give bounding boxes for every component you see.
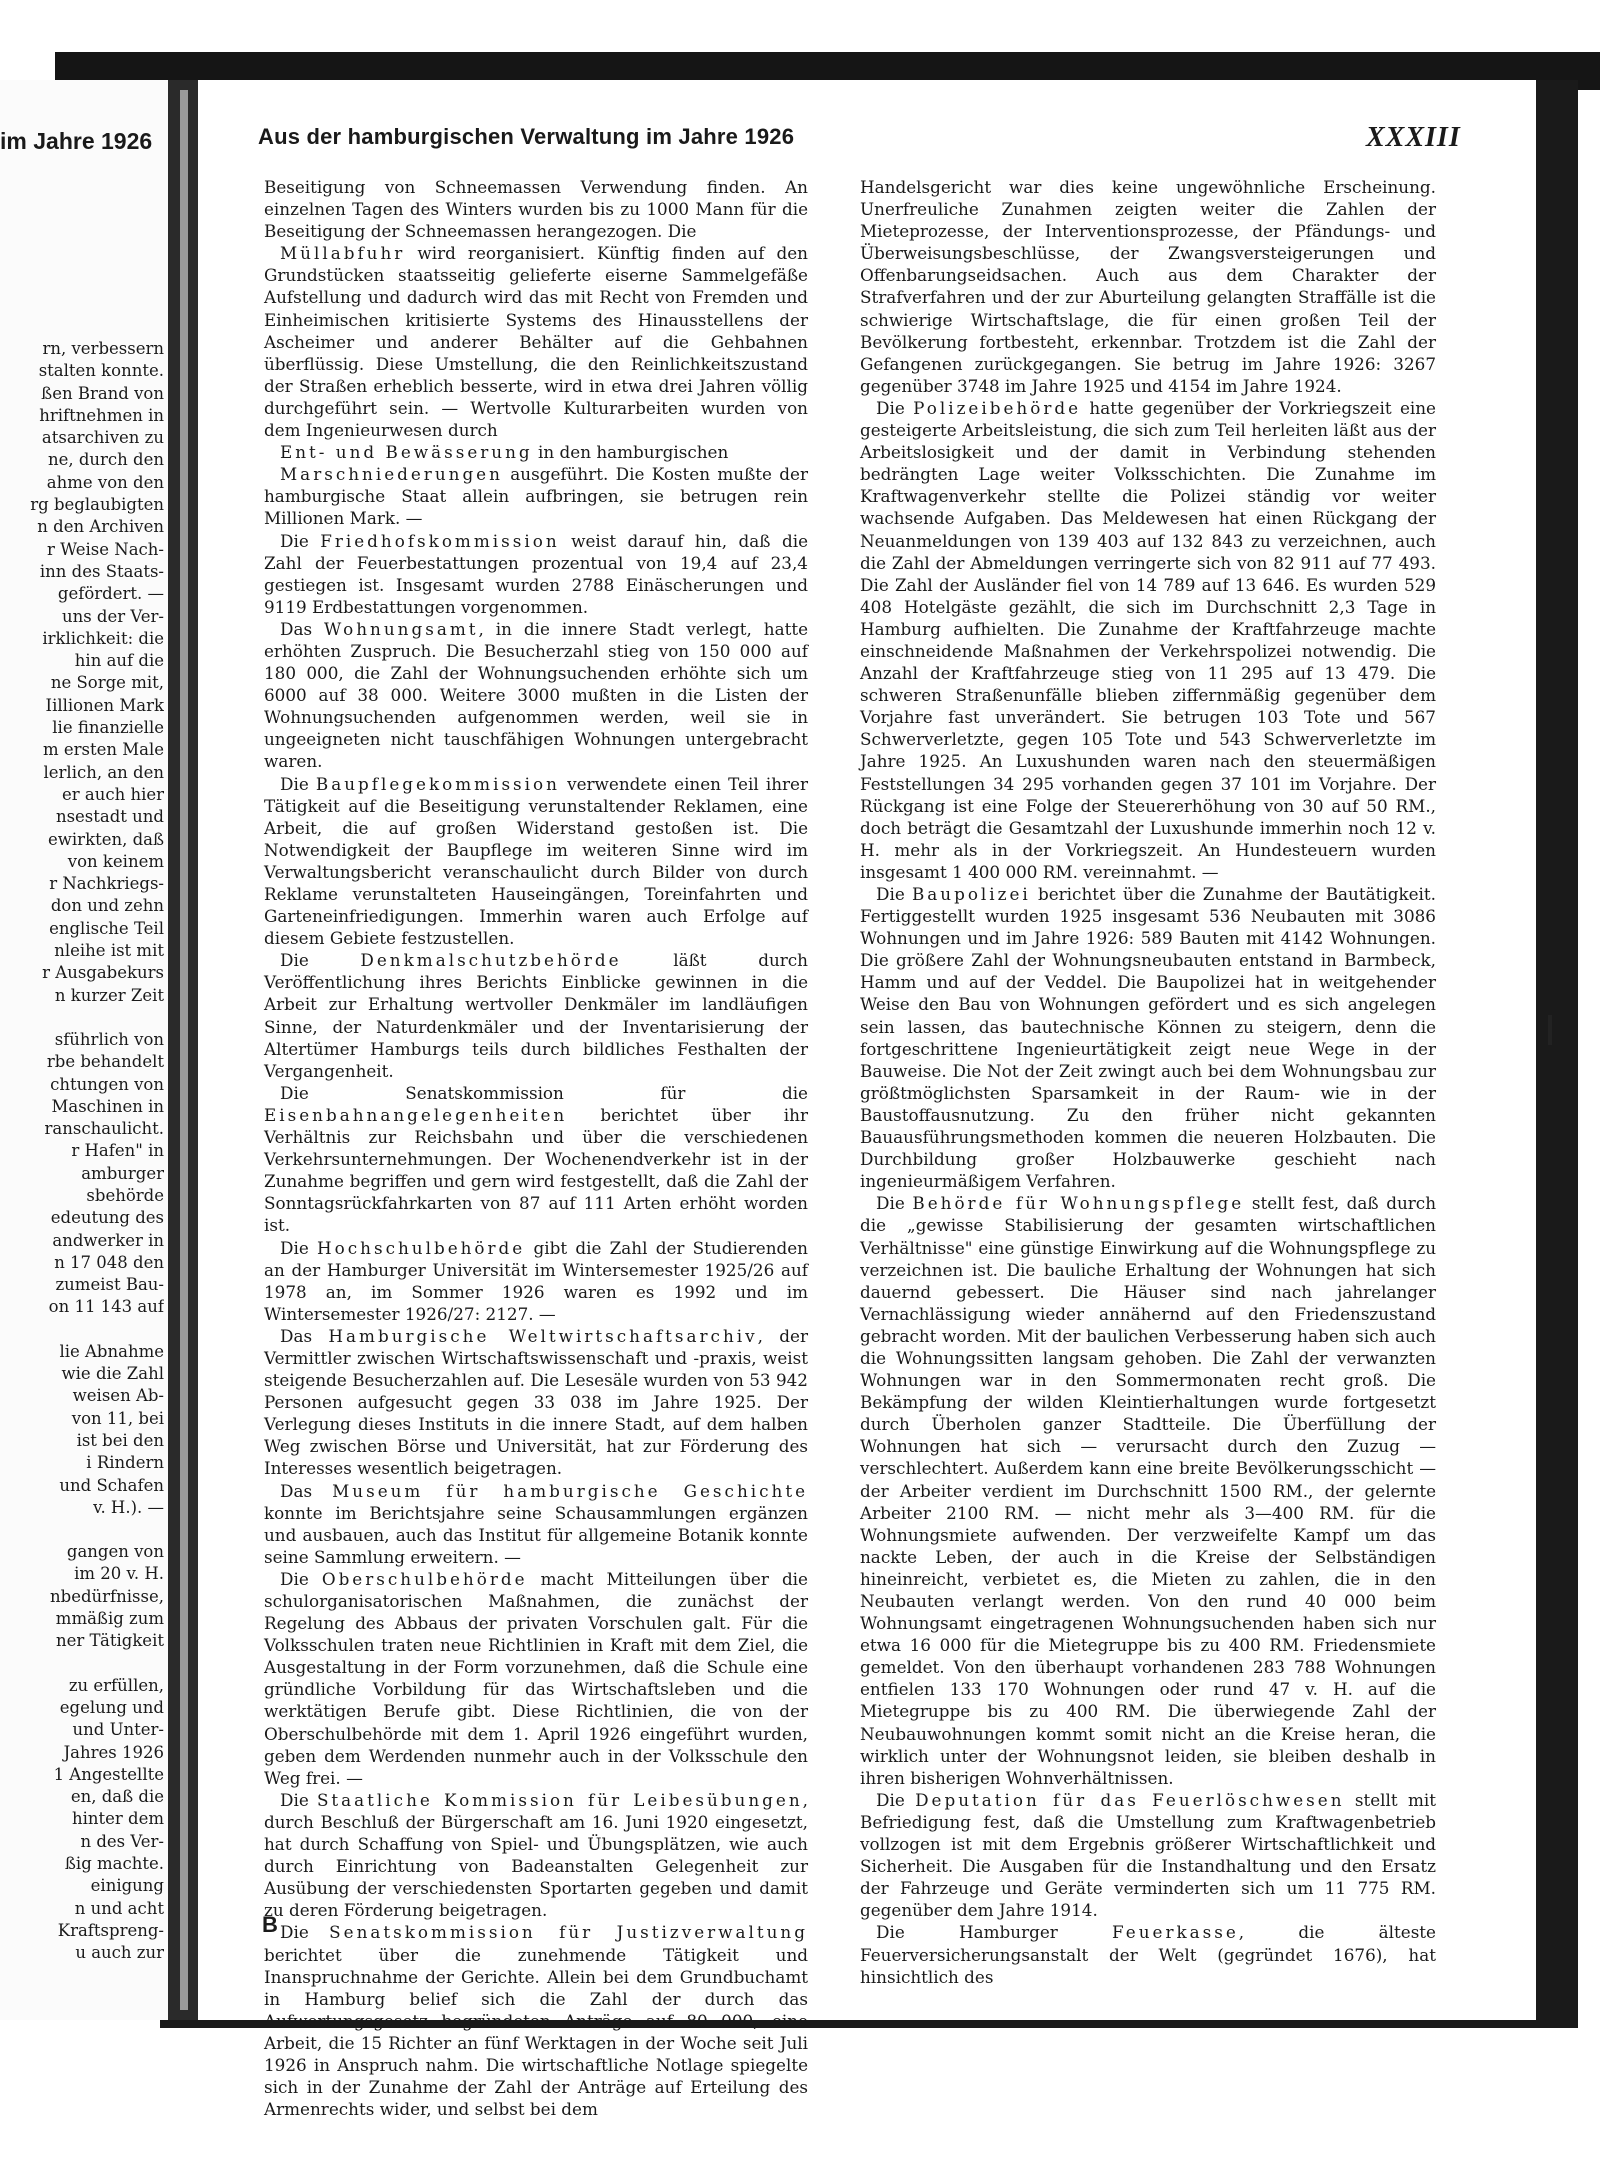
- facing-page-line: im 20 v. H.: [74, 1564, 164, 1584]
- paragraph-lead: Die: [280, 1237, 318, 1258]
- paragraph-text: berichtet über ihr Verhältnis zur Reichsbahn und über die verschiedenen Verkehrsunternehmungen. Der Wochenendverkehr ist in der Zunahme begriffen und gern wird festgestellt, daß die Zahl der Sonntagsrückfahrkarten von 87 auf 111 Arten erhöht worden ist.: [264, 1104, 808, 1236]
- facing-page-line: gangen von: [66, 1542, 164, 1562]
- paragraph-lead: Die Hamburger: [876, 1922, 1113, 1943]
- scan-border-right: [1536, 80, 1578, 2028]
- facing-page-header: im Jahre 1926: [0, 128, 153, 154]
- paragraph-lead: Die: [280, 773, 316, 794]
- spaced-keyword: Behörde für Wohnungspflege: [912, 1193, 1245, 1214]
- paragraph-lead: Die: [280, 1922, 330, 1943]
- paragraph-text: berichtet über die Zunahme der Bautätigkeit. Fertiggestellt wurden 1925 insgesamt 536 Neubauten mit 3086 Wohnungen und im Jahre 1926: 589 Bauten mit 4142 Wohnungen. Die größere Zahl der Wohnungsneubauten entstand in Barmbeck, Hamm und auf der Veddel. Die Baupolizei hat in weitgehender Weise den Bau von Wohnungen gefördert und es sich angelegen sein lassen, das bautechnische Können zu steigern, denn die fortgeschrittene Ingenieurtätigkeit zeigt neue Wege in der Bauweise. Die Not der Zeit zwingt auch bei dem Wohnungsbau zur größtmöglichsten Sparsamkeit in der Raum- wie in der Baustoffausnutzung. Zu den früher nicht gekannten Bauausführungsmethoden kommen die neueren Holzbauten. Die Durchbildung großer Holzbauwerke geschieht nach ingenieurmäßigem Verfahren.: [860, 884, 1437, 1192]
- facing-page-line: hinter dem: [71, 1809, 164, 1829]
- paragraph-text: ausgeführt. Die Kosten mußte der hamburgische Staat allein aufbringen, sie betrugen rein Millionen Mark. —: [264, 464, 808, 529]
- paragraph: [264, 773, 808, 950]
- facing-page-line: ne Sorge mit,: [50, 673, 164, 693]
- facing-page-line: ranschaulicht.: [44, 1119, 164, 1139]
- paragraph-text: läßt durch Veröffentlichung ihres Berichts Einblicke gewinnen in die Arbeit zur Erhaltung wertvoller Denkmäler im landläufigen Sinne, der Naturdenkmäler und der Inventarisierung der Altertümer Hamburgs teils durch bildliches Festhalten der Vergangenheit.: [264, 950, 808, 1081]
- facing-page-line: nbedürfnisse,: [50, 1586, 164, 1606]
- facing-page-line: wie die Zahl: [61, 1364, 164, 1384]
- facing-page-line: on 11 143 auf: [48, 1297, 164, 1317]
- facing-page-line: u auch zur: [75, 1943, 164, 1963]
- paragraph: [264, 441, 808, 463]
- paragraph-gap: [4, 1319, 164, 1341]
- facing-page-line: i Rindern: [86, 1453, 164, 1473]
- facing-page-line: amburger: [81, 1163, 164, 1183]
- facing-page-line: zumeist Bau-: [55, 1275, 164, 1295]
- facing-page-line: n kurzer Zeit: [54, 985, 164, 1005]
- paragraph-text: stellt fest, daß durch die „gewisse Stabilisierung der gesamten wirtschaftlichen Verhältnisse" eine günstige Einwirkung auf die Wohnungspflege zu verzeichnen ist. Die bauliche Erhaltung der Wohnungen hat sich dauernd gebessert. Die Häuser sind nach jahrelanger Vernachlässigung wieder annähernd auf den Friedenszustand gebracht worden. Mit der baulichen Verbesserung haben sich auch die Wohnungssitten langsam gehoben. Die Zahl der verwanzten Wohnungen war in den Sommermonaten recht groß. Die Bekämpfung der wilden Kleintierhaltungen wurde fortgesetzt durch Überholen ganzer Stadtteile. Die Überfüllung der Wohnungen hat sich — verursacht durch den Zuzug — verschlechtert. Außerdem kann eine breite Bevölkerungsschicht — der Arbeiter verdient im Durchschnitt 1500 RM., der gelernte Arbeiter 2100 RM. — nicht mehr als 3—400 RM. für die Wohnungsmiete aufwenden. Der verzweifelte Kampf um das nackte Leben, der auch in die Kreise der Selbständigen hineinreicht, verbietet es, die Mieten zu zahlen, die in den Neubauten verlangt werden. Von den rund 40 000 beim Wohnungsamt eingetragenen Wohnungsuchenden haben sich nur etwa 16 000 für die Mietegruppe bis zu 400 RM. Friedensmiete gemeldet. Von den überhaupt vorhandenen 283 788 Wohnungen entfielen 133 170 Wohnungen oder rund 47 v. H. auf die Mietegruppe bis zu 400 RM. Die überwiegende Zahl der Neubauwohnungen kommt somit nicht an die Kreise heran, die wirklich unter der Wohnungsnot leiden, sie bleiben deshalb in ihren bisherigen Wohnverhältnissen.: [860, 1193, 1437, 1788]
- facing-page-line: Maschinen in: [51, 1096, 164, 1116]
- facing-page-line: n des Ver-: [80, 1831, 164, 1851]
- spaced-keyword: Ent- und Bewässerung: [280, 442, 533, 463]
- paragraph-text: berichtet über die zunehmende Tätigkeit und Inanspruchnahme der Gerichte. Allein bei dem Grundbuchamt in Hamburg belief sich die Zahl der durch das Aufwertungsgesetz begründeten Anträge auf 80 000, eine Arbeit, die 15 Richter an fünf Werktagen in der Woche seit Juli 1926 in Anspruch nahm. Die wirtschaftliche Notlage spiegelte sich in der Zunahme der Zahl der Anträge auf Erteilung des Armenrechts wider, und selbst bei dem: [264, 1944, 808, 2120]
- spaced-keyword: Deputation für das Feuerlöschwesen: [915, 1789, 1345, 1810]
- facing-page-line: Kraftspreng-: [57, 1920, 164, 1940]
- facing-page-line: und Unter-: [72, 1720, 164, 1740]
- spaced-keyword: Eisenbahnangelegenheiten: [264, 1104, 568, 1125]
- paragraph-text: , in die innere Stadt verlegt, hatte erhöhten Zuspruch. Die Besucherzahl stieg von 150 000 auf 180 000, die Zahl der Wohnungsuchenden erhöhte sich um 6000 auf 38 000. Weitere 3000 mußten in die Listen der Wohnungsuchenden aufgenommen werden, weil sie in ungeeigneten nicht tauschfähigen Wohnungen untergebracht waren.: [264, 618, 809, 772]
- paragraph-text: weist darauf hin, daß die Zahl der Feuerbestattungen prozentual von 19,4 auf 23,4 gestiegen ist. Insgesamt wurden 2788 Einäscherungen und 9119 Erdbestattungen vorgenommen.: [264, 530, 809, 617]
- facing-page-line: einigung: [90, 1876, 164, 1896]
- paragraph-gap: [4, 1653, 164, 1675]
- facing-page-line: rbe behandelt: [46, 1052, 164, 1072]
- facing-page-line: r Hafen" in: [71, 1141, 164, 1161]
- facing-page-line: atsarchiven zu: [41, 428, 164, 448]
- paragraph-text: , durch Beschluß der Bürgerschaft am 16. Juni 1920 eingesetzt, hat durch Schaffung von Spiel- und Übungsplätzen, wie auch durch Einrichtung von Badeanstalten Gelegenheit zur Ausübung der verschiedensten Sportarten gegeben und damit zu deren Förderung beigetragen.: [264, 1789, 808, 1921]
- paragraph: [860, 1192, 1436, 1789]
- facing-page-line: Iillionen Mark: [45, 695, 164, 715]
- facing-page-line: stalten konnte.: [38, 361, 164, 381]
- facing-page-line: chtungen von: [50, 1074, 164, 1094]
- paragraph-text: wird reorganisiert. Künftig finden auf den Grundstücken staatsseitig gelieferte eiserne Sammelgefäße Aufstellung und dadurch wird das mit Recht von Fremden und Einheimischen kritisierte Systems des Hinausstellens der Ascheimer und anderer Behälter auf die Gehbahnen überflüssig. Diese Umstellung, die den Reinlichkeitszustand der Straßen erheblich besserte, wird in etwa drei Jahren völlig durchgeführt sein. — Wertvolle Kulturarbeiten wurden von dem Ingenieurwesen durch: [264, 243, 808, 441]
- paragraph: [264, 949, 808, 1082]
- paragraph: [860, 176, 1436, 397]
- spaced-keyword: Staatliche Kommission für Leibesübungen: [316, 1789, 803, 1810]
- facing-page-line: ßig machte.: [64, 1854, 164, 1873]
- page-number: XXXIII: [1366, 122, 1461, 153]
- paragraph-text: gibt die Zahl der Studierenden an der Hamburger Universität im Wintersemester 1925/26 auf 1978 an, im Sommer 1926 waren es 1992 und im Wintersemester 1926/27: 2127. —: [264, 1237, 808, 1324]
- text-column-right: [860, 176, 1436, 1988]
- facing-page-line: n den Archiven: [37, 517, 164, 537]
- paragraph-text: , der Vermittler zwischen Wirtschaftswissenschaft und -praxis, weist steigende Besucherzahlen auf. Die Lesesäle wurden von 53 942 Personen aufgesucht gegen 33 038 im Jahre 1925. Der Verlegung dieses Instituts in die innere Stadt, auf dem halben Weg zwischen Börse und Universität, hat zur Förderung des Interesses wesentlich beigetragen.: [264, 1325, 808, 1479]
- paragraph-gap: [4, 1007, 164, 1029]
- facing-page-line: n 17 048 den: [54, 1252, 164, 1272]
- running-header: Aus der hamburgischen Verwaltung im Jahre 1926: [258, 124, 795, 149]
- paragraph: [264, 1921, 808, 2120]
- facing-page-line: inn des Staats-: [39, 561, 164, 581]
- text-column-left: [264, 176, 808, 2120]
- paragraph-text: stellt mit Befriedigung fest, daß die Umstellung zum Kraftwagenbetrieb vollzogen ist mit dem Ergebnis größerer Wirtschaftlichkeit und Sicherheit. Die Ausgaben für die Instandhaltung und den Ersatz der Fahrzeuge und Geräte verminderten sich um 11 775 RM. gegenüber dem Jahre 1914.: [860, 1789, 1436, 1921]
- facing-page-line: lie Abnahme: [59, 1341, 164, 1361]
- facing-page-line: ewirkten, daß: [48, 829, 164, 849]
- facing-page-line: zu erfüllen,: [68, 1675, 164, 1695]
- paragraph-text: , die älteste Feuerversicherungsanstalt der Welt (gegründet 1676), hat hinsichtlich des: [860, 1922, 1436, 1987]
- facing-page-line: lie finanzielle: [52, 718, 164, 738]
- paragraph: [264, 1237, 808, 1325]
- paragraph: [264, 1325, 808, 1480]
- paragraph-lead: Die: [280, 1568, 322, 1589]
- facing-page-fragment: [0, 80, 168, 2020]
- facing-page-line: ist bei den: [76, 1430, 164, 1450]
- facing-page-line: irklichkeit: die: [42, 628, 164, 648]
- facing-page-line: en, daß die: [70, 1787, 164, 1807]
- facing-page-text: [4, 338, 164, 1964]
- paragraph-text: macht Mitteilungen über die schulorganisatorischen Maßnahmen, die zunächst der Regelung des Abbaus der privaten Vorschulen galt. Für die Volksschulen traten neue Richtlinien in Kraft mit dem Ziel, die Ausgestaltung in der Form vorzunehmen, daß die Schule eine gründliche Vorbildung für das Wirtschaftsleben und die werktätigen Berufe gibt. Diese Richtlinien, die von der Oberschulbehörde mit dem 1. April 1926 eingeführt wurden, geben dem Werdenden nunmehr auch in der Volksschule den Weg frei. —: [264, 1568, 808, 1788]
- facing-page-line: Jahres 1926: [63, 1742, 164, 1762]
- spaced-keyword: Hochschulbehörde: [317, 1237, 526, 1258]
- paragraph-lead: Das: [280, 618, 325, 639]
- facing-page-line: r Weise Nach-: [47, 539, 164, 559]
- paragraph: [860, 1921, 1436, 1987]
- paragraph: [860, 1789, 1436, 1922]
- spaced-keyword: Friedhofskommission: [320, 530, 560, 551]
- facing-page-line: von keinem: [67, 851, 164, 871]
- facing-page-line: nsestadt und: [55, 807, 164, 827]
- facing-page-line: er auch hier: [61, 784, 164, 804]
- facing-page-line: ne, durch den: [47, 450, 164, 470]
- spaced-keyword: Denkmalschutzbehörde: [360, 950, 622, 971]
- facing-page-line: andwerker in: [52, 1230, 164, 1250]
- facing-page-line: ßen Brand von: [41, 383, 164, 403]
- paragraph-lead: Die: [876, 1193, 913, 1214]
- paragraph-lead: Die: [876, 884, 912, 904]
- paragraph: [264, 530, 808, 618]
- paragraph-text: konnte im Berichtsjahre seine Schausammlungen ergänzen und ausbauen, auch das Institut für allgemeine Botanik konnte seine Sammlung erweitern. —: [264, 1502, 808, 1567]
- spaced-keyword: Wohnungsamt: [324, 618, 479, 639]
- facing-page-line: hriftnehmen in: [39, 405, 164, 425]
- paragraph: [264, 1082, 808, 1237]
- spaced-keyword: Feuerkasse: [1112, 1922, 1239, 1943]
- facing-page-line: m ersten Male: [42, 740, 164, 760]
- paragraph: [264, 242, 808, 441]
- book-spine-highlight: [180, 90, 188, 2010]
- spaced-keyword: Marschniederungen: [280, 464, 503, 485]
- facing-page-line: von 11, bei: [71, 1408, 164, 1428]
- paragraph-text: Handelsgericht war dies keine ungewöhnliche Erscheinung. Unerfreuliche Zunahmen zeigten weiter die Zahlen der Mieteprozesse, der Interventionsprozesse, der Pfändungs- und Überweisungsbeschlüsse, der Zwangsversteigerungen und Offenbarungseidsachen. Auch aus dem Charakter der Strafverfahren und der zur Aburteilung gelangten Straffälle ist die schwierige Wirtschaftslage, die für einen großen Teil der Bevölkerung fortbesteht, erkennbar. Trotzdem ist die Zahl der Gefangenen zurückgegangen. Sie betrug im Jahre 1926: 3267 gegenüber 3748 im Jahre 1925 und 4154 im Jahre 1924.: [860, 177, 1436, 396]
- signature-mark: B: [262, 1912, 278, 1937]
- facing-page-line: rg beglaubigten: [30, 495, 164, 515]
- facing-page-line: nleihe ist mit: [54, 941, 164, 961]
- facing-page-line: gefördert. —: [57, 584, 164, 604]
- spaced-keyword: Baupflegekommission: [315, 773, 560, 794]
- paragraph-lead: Die: [876, 1789, 916, 1810]
- facing-page-line: r Ausgabekurs: [42, 963, 164, 983]
- paragraph-lead: Die Senatskommission für die: [280, 1082, 808, 1103]
- facing-page-line: ahme von den: [46, 472, 164, 492]
- paragraph: [860, 397, 1436, 883]
- paragraph-lead: Die: [280, 1789, 317, 1810]
- paragraph-lead: Die: [280, 950, 361, 971]
- paragraph: [264, 1480, 808, 1568]
- paragraph: [264, 463, 808, 529]
- paragraph-gap: [4, 1519, 164, 1541]
- facing-page-line: weisen Ab-: [72, 1386, 164, 1406]
- facing-page-line: v. H.). —: [93, 1497, 164, 1517]
- paragraph-text: verwendete einen Teil ihrer Tätigkeit auf die Beseitigung verunstaltender Reklamen, eine Arbeit, die auf großen Widerstand gestoßen ist. Die Notwendigkeit der Baupflege im weiteren Sinne wird im Verwaltungsbericht veranschaulicht durch Bilder von durch Reklame verunstalteten Hauseingängen, Toreinfahrten und Garteneinfriedigungen. Immerhin waren auch Erfolge auf diesem Gebiete festzustellen.: [264, 773, 808, 949]
- facing-page-line: egelung und: [59, 1697, 164, 1717]
- facing-page-line: uns der Ver-: [61, 606, 164, 626]
- spaced-keyword: Oberschulbehörde: [321, 1568, 528, 1589]
- paragraph-text: in den hamburgischen: [532, 442, 729, 463]
- facing-page-line: don und zehn: [50, 896, 164, 916]
- paragraph-lead: Die: [876, 397, 914, 418]
- facing-page-line: ner Tätigkeit: [55, 1631, 164, 1651]
- spaced-keyword: Senatskommission für Justizverwaltung: [329, 1922, 808, 1943]
- paragraph: [264, 1789, 808, 1922]
- facing-page-line: und Schafen: [59, 1475, 164, 1495]
- paragraph: [264, 618, 808, 773]
- document-page: [198, 80, 1536, 2120]
- spaced-keyword: Museum für hamburgische Geschichte: [332, 1480, 809, 1501]
- facing-page-line: n und acht: [74, 1898, 164, 1918]
- facing-page-line: sführlich von: [54, 1029, 164, 1049]
- facing-page-line: r Nachkriegs-: [49, 874, 164, 894]
- paragraph-text: Beseitigung von Schneemassen Verwendung finden. An einzelnen Tagen des Winters wurden bis zu 1000 Mann für die Beseitigung der Schneemassen herangezogen. Die: [264, 177, 808, 242]
- facing-page-line: rn, verbessern: [42, 339, 164, 358]
- facing-page-line: englische Teil: [49, 918, 164, 938]
- facing-page-line: mmäßig zum: [55, 1609, 164, 1629]
- paragraph-lead: Die: [280, 530, 321, 551]
- facing-page-line: edeutung des: [50, 1208, 164, 1228]
- paragraph: [264, 176, 808, 242]
- spaced-keyword: Polizeibehörde: [913, 397, 1082, 418]
- paragraph-lead: Das: [280, 1480, 333, 1501]
- facing-page-line: hin auf die: [74, 651, 164, 671]
- facing-page-line: lerlich, an den: [43, 762, 164, 782]
- paragraph-text: hatte gegenüber der Vorkriegszeit eine gesteigerte Arbeitsleistung, die sich zum Teil herleiten läßt aus der Arbeitslosigkeit und der damit in Verbindung stehenden bedrängten Lage weiter Volksschichten. Die Zunahme im Kraftwagenverkehr stellte die Polizei ständig vor weiter wachsende Aufgaben. Das Meldewesen hat einen Rückgang der Neuanmeldungen von 139 403 auf 132 843 zu verzeichnen, auch die Zahl der Abmeldungen verringerte sich von 82 911 auf 77 493. Die Zahl der Ausländer fiel von 14 789 auf 13 646. Es wurden 529 408 Hotelgäste gezählt, die sich im Durchschnitt 2,3 Tage in Hamburg aufhielten. Die Zunahme der Kraftfahrzeuge machte einschneidende Maßnahmen der Verkehrspolizei notwendig. Die Anzahl der Kraftfahrzeuge stieg von 11 295 auf 13 479. Die schweren Straßenunfälle blieben ziffernmäßig gegenüber dem Vorjahre fast unverändert. Sie betrugen 103 Tote und 567 Schwerverletzte, gegen 105 Tote und 543 Schwerverletzte im Jahre 1925. An Luxushunden waren nach den steuermäßigen Feststellungen 34 295 vorhanden gegen 37 101 im Vorjahre. Der Rückgang ist eine Folge der Steuererhöhung von 30 auf 50 RM., doch beträgt die Gesamtzahl der Luxushunde immerhin noch 12 v. H. mehr als in der Vorkriegszeit. An Hundesteuern wurden insgesamt 1 400 000 RM. vereinnahmt. —: [860, 397, 1436, 882]
- spaced-keyword: Müllabfuhr: [280, 243, 406, 264]
- paragraph-lead: Das: [280, 1325, 329, 1346]
- facing-page-line: sbehörde: [86, 1185, 164, 1205]
- spaced-keyword: Hamburgische Weltwirtschaftsarchiv: [328, 1325, 758, 1346]
- paragraph: [860, 883, 1436, 1192]
- paragraph: [264, 1568, 808, 1789]
- spaced-keyword: Baupolizei: [911, 884, 1031, 904]
- scan-artifact: [1548, 1015, 1552, 1045]
- facing-page-line: 1 Angestellte: [53, 1764, 164, 1784]
